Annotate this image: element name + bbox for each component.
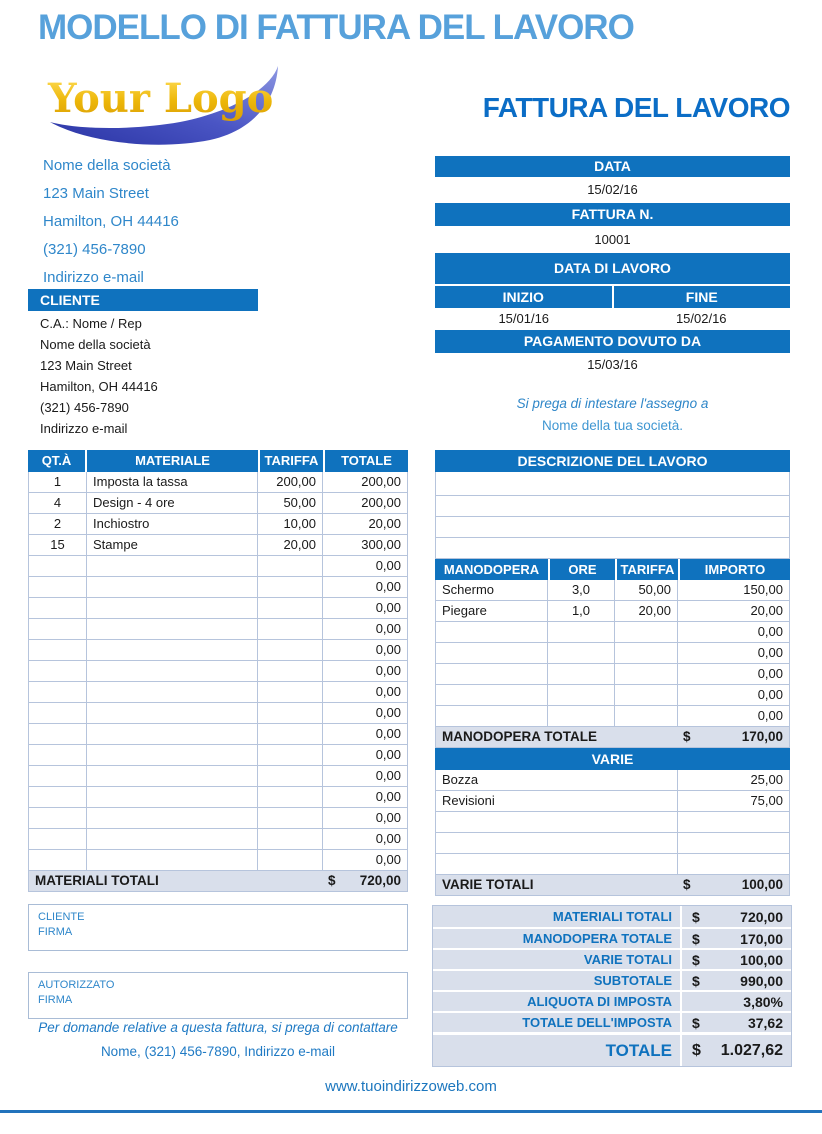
work-date-header: DATA DI LAVORO [435, 253, 790, 284]
client-address-line: (321) 456-7890 [40, 400, 129, 415]
materials-row: 2 Inchiostro 10,00 20,00 [28, 514, 408, 535]
signature-label: CLIENTE [38, 911, 85, 923]
column-header: TARIFFA [258, 450, 323, 472]
client-address-line: C.A.: Nome / Rep [40, 316, 142, 331]
company-address-line: Nome della società [43, 157, 171, 174]
misc-total-row [435, 875, 790, 896]
summary-amount: $ 170,00 [680, 929, 791, 948]
invoice-number-header: FATTURA N. [435, 203, 790, 226]
website-link[interactable]: www.tuoindirizzoweb.com [325, 1078, 497, 1095]
company-address-line: 123 Main Street [43, 185, 149, 202]
column-header: ORE [548, 559, 615, 580]
signature-label: AUTORIZZATO [38, 979, 115, 991]
invoice-meta [435, 156, 790, 433]
invoice-number-value: 10001 [594, 232, 631, 247]
work-date-range-header [435, 286, 790, 308]
currency-symbol: $ [328, 873, 336, 888]
summary-label: VARIE TOTALI [583, 952, 672, 967]
summary-amount: $ 37,62 [680, 1013, 791, 1032]
materials-row: 0,00 [28, 850, 408, 871]
contact-note-line1: Per domande relative a questa fattura, si prega di contattare [38, 1020, 398, 1035]
misc-total-value: 100,00 [741, 877, 783, 892]
company-address-line: (321) 456-7890 [43, 241, 146, 258]
labor-table-header [435, 559, 790, 580]
materials-table [28, 450, 408, 892]
materials-row: 0,00 [28, 640, 408, 661]
summary-amount: $ 720,00 [680, 906, 791, 927]
summary-amount: $ 990,00 [680, 971, 791, 990]
invoice-title: FATTURA DEL LAVORO [482, 92, 790, 123]
summary-row [433, 969, 791, 990]
currency-symbol: $ [683, 877, 691, 892]
start-date-header: INIZIO [435, 286, 612, 308]
materials-row: 0,00 [28, 577, 408, 598]
summary-label: SUBTOTALE [593, 973, 672, 988]
client-signature-box [28, 904, 408, 951]
labor-total-value: 170,00 [741, 729, 783, 744]
labor-row: 0,00 [435, 622, 790, 643]
misc-row [435, 854, 790, 875]
materials-total-row [28, 871, 408, 892]
materials-total-value: 720,00 [359, 873, 401, 888]
materials-row: 0,00 [28, 556, 408, 577]
misc-total-amount [677, 875, 789, 895]
company-address [43, 152, 179, 292]
signature-label: FIRMA [38, 926, 73, 938]
materials-row: 0,00 [28, 787, 408, 808]
start-date-value: 15/01/16 [498, 311, 550, 326]
work-description-header: DESCRIZIONE DEL LAVORO [435, 450, 790, 472]
client-address [40, 313, 158, 439]
summary-label: MATERIALI TOTALI [552, 909, 672, 924]
work-date-range-values [435, 308, 790, 330]
misc-row [435, 833, 790, 854]
materials-row: 0,00 [28, 766, 408, 787]
summary-row [433, 927, 791, 948]
labor-row: Schermo 3,0 50,00 150,00 [435, 580, 790, 601]
logo-swoosh-icon [40, 60, 285, 155]
materials-row: 0,00 [28, 703, 408, 724]
column-header: TARIFFA [615, 559, 678, 580]
summary-amount: $ 100,00 [680, 950, 791, 969]
summary-label: MANODOPERA TOTALE [522, 931, 672, 946]
summary-box [432, 905, 792, 1067]
labor-total-amount [677, 727, 789, 747]
work-description-row [435, 517, 790, 538]
summary-amount: 3,80% [680, 992, 791, 1011]
currency-symbol: $ [683, 729, 691, 744]
materials-row: 0,00 [28, 724, 408, 745]
summary-label: TOTALE DELL'IMPOSTA [522, 1015, 672, 1030]
client-address-line: Indirizzo e-mail [40, 421, 128, 436]
labor-row: 0,00 [435, 685, 790, 706]
date-value: 15/02/16 [587, 182, 638, 197]
signature-label: FIRMA [38, 994, 73, 1006]
company-address-line: Indirizzo e-mail [43, 269, 144, 286]
work-section [435, 450, 790, 896]
materials-total-label: MATERIALI TOTALI [35, 873, 159, 888]
materials-row: 15 Stampe 20,00 300,00 [28, 535, 408, 556]
work-description-row [435, 538, 790, 559]
labor-total-row [435, 727, 790, 748]
summary-amount: $ 1.027,62 [680, 1035, 791, 1066]
contact-note-line2: Nome, (321) 456-7890, Indirizzo e-mail [100, 1044, 336, 1059]
labor-total-label: MANODOPERA TOTALE [442, 729, 597, 744]
summary-row [433, 990, 791, 1011]
date-header: DATA [435, 156, 790, 177]
materials-row: 4 Design - 4 ore 50,00 200,00 [28, 493, 408, 514]
labor-row: Piegare 1,0 20,00 20,00 [435, 601, 790, 622]
client-address-line: 123 Main Street [40, 358, 132, 373]
materials-table-header [28, 450, 408, 472]
column-header: TOTALE [323, 450, 408, 472]
materials-row: 0,00 [28, 829, 408, 850]
work-description-row [435, 496, 790, 517]
end-date-header: FINE [612, 286, 791, 308]
summary-label: ALIQUOTA DI IMPOSTA [527, 994, 672, 1009]
materials-row: 0,00 [28, 598, 408, 619]
column-header: MATERIALE [85, 450, 258, 472]
misc-row [435, 812, 790, 833]
materials-row: 0,00 [28, 661, 408, 682]
materials-row: 0,00 [28, 619, 408, 640]
summary-row [433, 948, 791, 969]
contact-note [18, 1020, 418, 1059]
column-header: MANODOPERA [443, 562, 540, 577]
payment-due-value: 15/03/16 [587, 357, 638, 372]
page-title: MODELLO DI FATTURA DEL LAVORO [38, 8, 634, 47]
column-header: IMPORTO [678, 559, 790, 580]
materials-total-amount [322, 871, 407, 891]
labor-row: 0,00 [435, 643, 790, 664]
authorized-signature-box [28, 972, 408, 1019]
check-payable-name: Nome della tua società. [541, 418, 684, 433]
company-address-line: Hamilton, OH 44416 [43, 213, 179, 230]
summary-label: TOTALE [605, 1040, 672, 1060]
misc-header: VARIE [435, 748, 790, 770]
summary-row [433, 1011, 791, 1032]
materials-row: 0,00 [28, 808, 408, 829]
summary-row [433, 906, 791, 927]
company-logo [40, 60, 285, 155]
misc-row: Revisioni 75,00 [435, 791, 790, 812]
labor-row: 0,00 [435, 706, 790, 727]
client-address-line: Hamilton, OH 44416 [40, 379, 158, 394]
misc-row: Bozza 25,00 [435, 770, 790, 791]
footer-divider [0, 1110, 822, 1113]
materials-row: 0,00 [28, 682, 408, 703]
summary-row [433, 1032, 791, 1066]
materials-row: 1 Imposta la tassa 200,00 200,00 [28, 472, 408, 493]
logo-text: Your Logo [48, 75, 274, 122]
work-description-row [435, 472, 790, 496]
client-section-header: CLIENTE [28, 289, 258, 311]
check-payable-note: Si prega di intestare l'assegno a [516, 396, 709, 411]
client-address-line: Nome della società [40, 337, 151, 352]
column-header: QT.À [41, 453, 72, 468]
misc-total-label: VARIE TOTALI [442, 877, 534, 892]
payment-due-header: PAGAMENTO DOVUTO DA [435, 330, 790, 353]
materials-row: 0,00 [28, 745, 408, 766]
end-date-value: 15/02/16 [675, 311, 727, 326]
labor-row: 0,00 [435, 664, 790, 685]
